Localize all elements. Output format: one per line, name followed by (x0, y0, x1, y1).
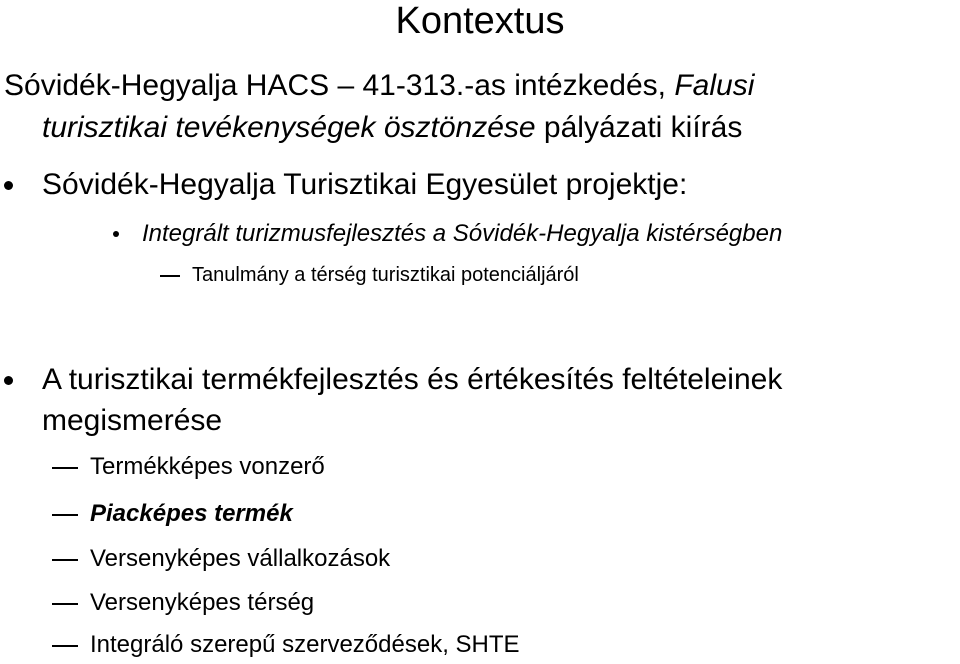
dash-icon (52, 603, 78, 605)
slide-title: Kontextus (395, 0, 565, 42)
dash-icon (52, 514, 78, 516)
list-item: Versenyképes térség (90, 589, 315, 616)
bullet-dot-icon (4, 181, 13, 190)
intro-line-2-italic: turisztikai tevékenységek ösztönzése (42, 111, 536, 144)
bullet-dot-small-icon (113, 231, 119, 237)
intro-line-1-italic: Falusi (674, 69, 755, 102)
dash-icon (52, 467, 78, 469)
list-item: Integráló szerepű szerveződések, SHTE (90, 631, 520, 658)
bullet-termekfejlesztes-line-1: A turisztikai termékfejlesztés és értékesítés feltételeinek (42, 363, 783, 396)
list-item: Piacképes termék (90, 500, 293, 527)
dash-icon (52, 559, 78, 561)
bullet-egyesulet: Sóvidék-Hegyalja Turisztikai Egyesület projektje: (42, 168, 688, 201)
intro-line-2 (42, 113, 742, 143)
dash-icon (160, 275, 180, 277)
intro-line-1-text: Sóvidék-Hegyalja HACS – 41-313.-as intézkedés, (4, 69, 675, 102)
dash-icon (52, 645, 78, 647)
bullet-dot-icon (4, 376, 13, 385)
intro-line-1 (4, 71, 754, 101)
sub-sub-bullet-tanulmany: Tanulmány a térség turisztikai potenciáljáról (192, 264, 579, 286)
intro-line-2-text: pályázati kiírás (535, 111, 743, 144)
bullet-termekfejlesztes-line-2: megismerése (42, 404, 223, 437)
list-item: Termékképes vonzerő (90, 453, 325, 480)
sub-bullet-integralt: Integrált turizmusfejlesztés a Sóvidék-Hegyalja kistérségben (142, 220, 783, 247)
list-item: Versenyképes vállalkozások (90, 545, 391, 572)
